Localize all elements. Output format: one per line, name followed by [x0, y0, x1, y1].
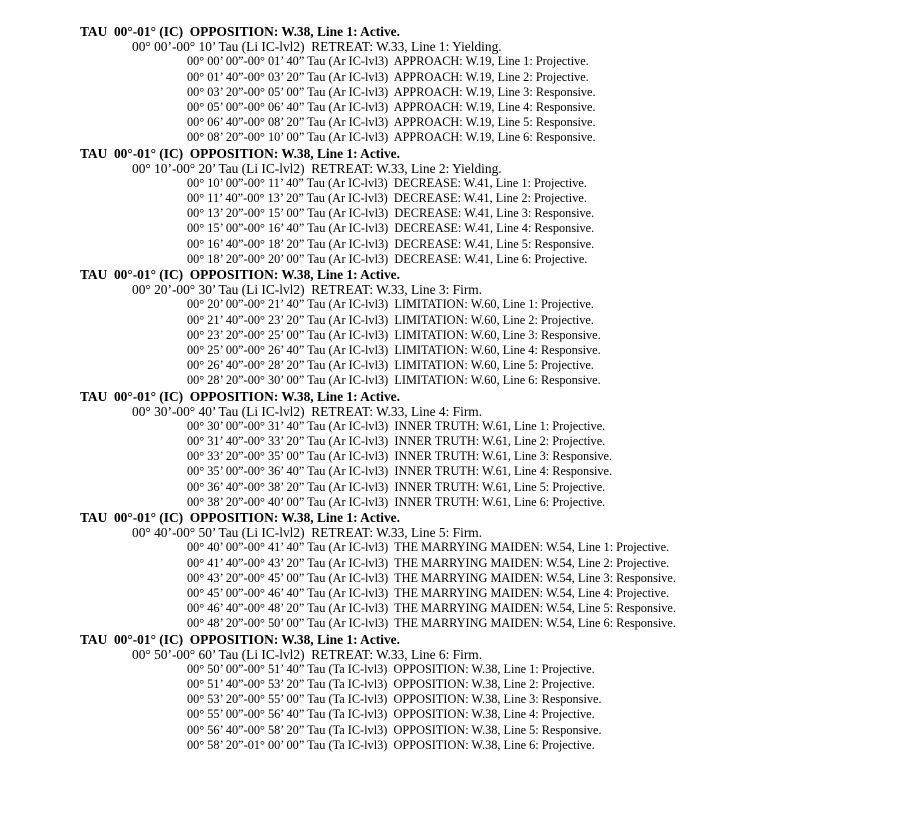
detail-line: 00° 53’ 20”-00° 55’ 00” Tau (Ta IC-lvl3) OPPOSITION: W.38, Line 3: Responsive. — [187, 692, 602, 707]
section — [0, 510, 900, 632]
detail-line: 00° 41’ 40”-00° 43’ 20” Tau (Ar IC-lvl3) THE MARRYING MAIDEN: W.54, Line 2: Projective. — [187, 555, 670, 570]
detail-line: 00° 01’ 40”-00° 03’ 20” Tau (Ar IC-lvl3) APPROACH: W.19, Line 2: Projective. — [187, 69, 589, 84]
detail-line: 00° 43’ 20”-00° 45’ 00” Tau (Ar IC-lvl3) THE MARRYING MAIDEN: W.54, Line 3: Responsive. — [187, 570, 676, 585]
detail-line: 00° 03’ 20”-00° 05’ 00” Tau (Ar IC-lvl3) APPROACH: W.19, Line 3: Responsive. — [187, 84, 596, 99]
detail-line: 00° 06’ 40”-00° 08’ 20” Tau (Ar IC-lvl3) APPROACH: W.19, Line 5: Responsive. — [187, 115, 596, 130]
detail-line: 00° 55’ 00”-00° 56’ 40” Tau (Ta IC-lvl3) OPPOSITION: W.38, Line 4: Projective. — [187, 707, 595, 722]
detail-line: 00° 23’ 20”-00° 25’ 00” Tau (Ar IC-lvl3) LIMITATION: W.60, Line 3: Responsive. — [187, 327, 601, 342]
detail-line: 00° 58’ 20”-01° 00’ 00” Tau (Ta IC-lvl3) OPPOSITION: W.38, Line 6: Projective. — [187, 737, 595, 752]
subsection-line: 00° 20’-00° 30’ Tau (Li IC-lvl2) RETREAT: W.33, Line 3: Firm. — [132, 282, 483, 298]
subsection-line: 00° 30’-00° 40’ Tau (Li IC-lvl2) RETREAT: W.33, Line 4: Firm. — [132, 403, 483, 419]
document-body — [0, 24, 900, 753]
section — [0, 267, 900, 389]
section-header: TAU 00°-01° (IC) OPPOSITION: W.38, Line 1: Active. — [80, 145, 400, 161]
detail-line: 00° 38’ 20”-00° 40’ 00” Tau (Ar IC-lvl3) INNER TRUTH: W.61, Line 6: Projective. — [187, 494, 606, 509]
subsection-line: 00° 00’-00° 10’ Tau (Li IC-lvl2) RETREAT: W.33, Line 1: Yielding. — [132, 39, 502, 55]
detail-line: 00° 26’ 40”-00° 28’ 20” Tau (Ar IC-lvl3) LIMITATION: W.60, Line 5: Projective. — [187, 358, 594, 373]
section — [0, 632, 900, 754]
detail-line: 00° 51’ 40”-00° 53’ 20” Tau (Ta IC-lvl3) OPPOSITION: W.38, Line 2: Projective. — [187, 677, 595, 692]
detail-line: 00° 16’ 40”-00° 18’ 20” Tau (Ar IC-lvl3) DECREASE: W.41, Line 5: Responsive. — [187, 236, 595, 251]
subsection-line: 00° 10’-00° 20’ Tau (Li IC-lvl2) RETREAT: W.33, Line 2: Yielding. — [132, 160, 502, 176]
section-header: TAU 00°-01° (IC) OPPOSITION: W.38, Line 1: Active. — [80, 388, 400, 404]
section-header: TAU 00°-01° (IC) OPPOSITION: W.38, Line 1: Active. — [80, 510, 400, 525]
section — [0, 146, 900, 268]
detail-line: 00° 21’ 40”-00° 23’ 20” Tau (Ar IC-lvl3) LIMITATION: W.60, Line 2: Projective. — [187, 312, 594, 327]
detail-line: 00° 15’ 00”-00° 16’ 40” Tau (Ar IC-lvl3) DECREASE: W.41, Line 4: Responsive. — [187, 221, 595, 236]
section-header: TAU 00°-01° (IC) OPPOSITION: W.38, Line 1: Active. — [80, 631, 400, 647]
detail-line: 00° 13’ 20”-00° 15’ 00” Tau (Ar IC-lvl3) DECREASE: W.41, Line 3: Responsive. — [187, 206, 595, 221]
detail-line: 00° 28’ 20”-00° 30’ 00” Tau (Ar IC-lvl3) LIMITATION: W.60, Line 6: Responsive. — [187, 373, 601, 388]
section-header: TAU 00°-01° (IC) OPPOSITION: W.38, Line 1: Active. — [80, 24, 400, 39]
detail-line: 00° 56’ 40”-00° 58’ 20” Tau (Ta IC-lvl3) OPPOSITION: W.38, Line 5: Responsive. — [187, 722, 602, 737]
section-header: TAU 00°-01° (IC) OPPOSITION: W.38, Line 1: Active. — [80, 267, 400, 282]
detail-line: 00° 35’ 00”-00° 36’ 40” Tau (Ar IC-lvl3) INNER TRUTH: W.61, Line 4: Responsive. — [187, 464, 613, 479]
detail-line: 00° 18’ 20”-00° 20’ 00” Tau (Ar IC-lvl3) DECREASE: W.41, Line 6: Projective. — [187, 251, 588, 266]
detail-line: 00° 36’ 40”-00° 38’ 20” Tau (Ar IC-lvl3) INNER TRUTH: W.61, Line 5: Projective. — [187, 479, 606, 494]
detail-line: 00° 05’ 00”-00° 06’ 40” Tau (Ar IC-lvl3) APPROACH: W.19, Line 4: Responsive. — [187, 99, 596, 114]
detail-line: 00° 11’ 40”-00° 13’ 20” Tau (Ar IC-lvl3) DECREASE: W.41, Line 2: Projective. — [187, 191, 587, 206]
detail-line: 00° 48’ 20”-00° 50’ 00” Tau (Ar IC-lvl3) THE MARRYING MAIDEN: W.54, Line 6: Responsive. — [187, 616, 676, 631]
detail-line: 00° 20’ 00”-00° 21’ 40” Tau (Ar IC-lvl3) LIMITATION: W.60, Line 1: Projective. — [187, 297, 594, 312]
detail-line: 00° 00’ 00”-00° 01’ 40” Tau (Ar IC-lvl3) APPROACH: W.19, Line 1: Projective. — [187, 54, 589, 69]
detail-line: 00° 40’ 00”-00° 41’ 40” Tau (Ar IC-lvl3) THE MARRYING MAIDEN: W.54, Line 1: Projective. — [187, 540, 670, 555]
detail-line: 00° 45’ 00”-00° 46’ 40” Tau (Ar IC-lvl3) THE MARRYING MAIDEN: W.54, Line 4: Projective. — [187, 585, 670, 600]
detail-line: 00° 46’ 40”-00° 48’ 20” Tau (Ar IC-lvl3) THE MARRYING MAIDEN: W.54, Line 5: Responsive. — [187, 601, 676, 616]
detail-line: 00° 10’ 00”-00° 11’ 40” Tau (Ar IC-lvl3) DECREASE: W.41, Line 1: Projective. — [187, 175, 587, 190]
section — [0, 389, 900, 511]
subsection-line: 00° 50’-00° 60’ Tau (Li IC-lvl2) RETREAT: W.33, Line 6: Firm. — [132, 646, 483, 662]
detail-line: 00° 50’ 00”-00° 51’ 40” Tau (Ta IC-lvl3) OPPOSITION: W.38, Line 1: Projective. — [187, 661, 595, 676]
subsection-line: 00° 40’-00° 50’ Tau (Li IC-lvl2) RETREAT: W.33, Line 5: Firm. — [132, 525, 483, 541]
detail-line: 00° 30’ 00”-00° 31’ 40” Tau (Ar IC-lvl3) INNER TRUTH: W.61, Line 1: Projective. — [187, 418, 606, 433]
detail-line: 00° 25’ 00”-00° 26’ 40” Tau (Ar IC-lvl3) LIMITATION: W.60, Line 4: Responsive. — [187, 342, 601, 357]
section — [0, 24, 900, 146]
detail-line: 00° 31’ 40”-00° 33’ 20” Tau (Ar IC-lvl3) INNER TRUTH: W.61, Line 2: Projective. — [187, 434, 606, 449]
detail-line: 00° 08’ 20”-00° 10’ 00” Tau (Ar IC-lvl3) APPROACH: W.19, Line 6: Responsive. — [187, 130, 596, 145]
detail-line: 00° 33’ 20”-00° 35’ 00” Tau (Ar IC-lvl3) INNER TRUTH: W.61, Line 3: Responsive. — [187, 449, 613, 464]
